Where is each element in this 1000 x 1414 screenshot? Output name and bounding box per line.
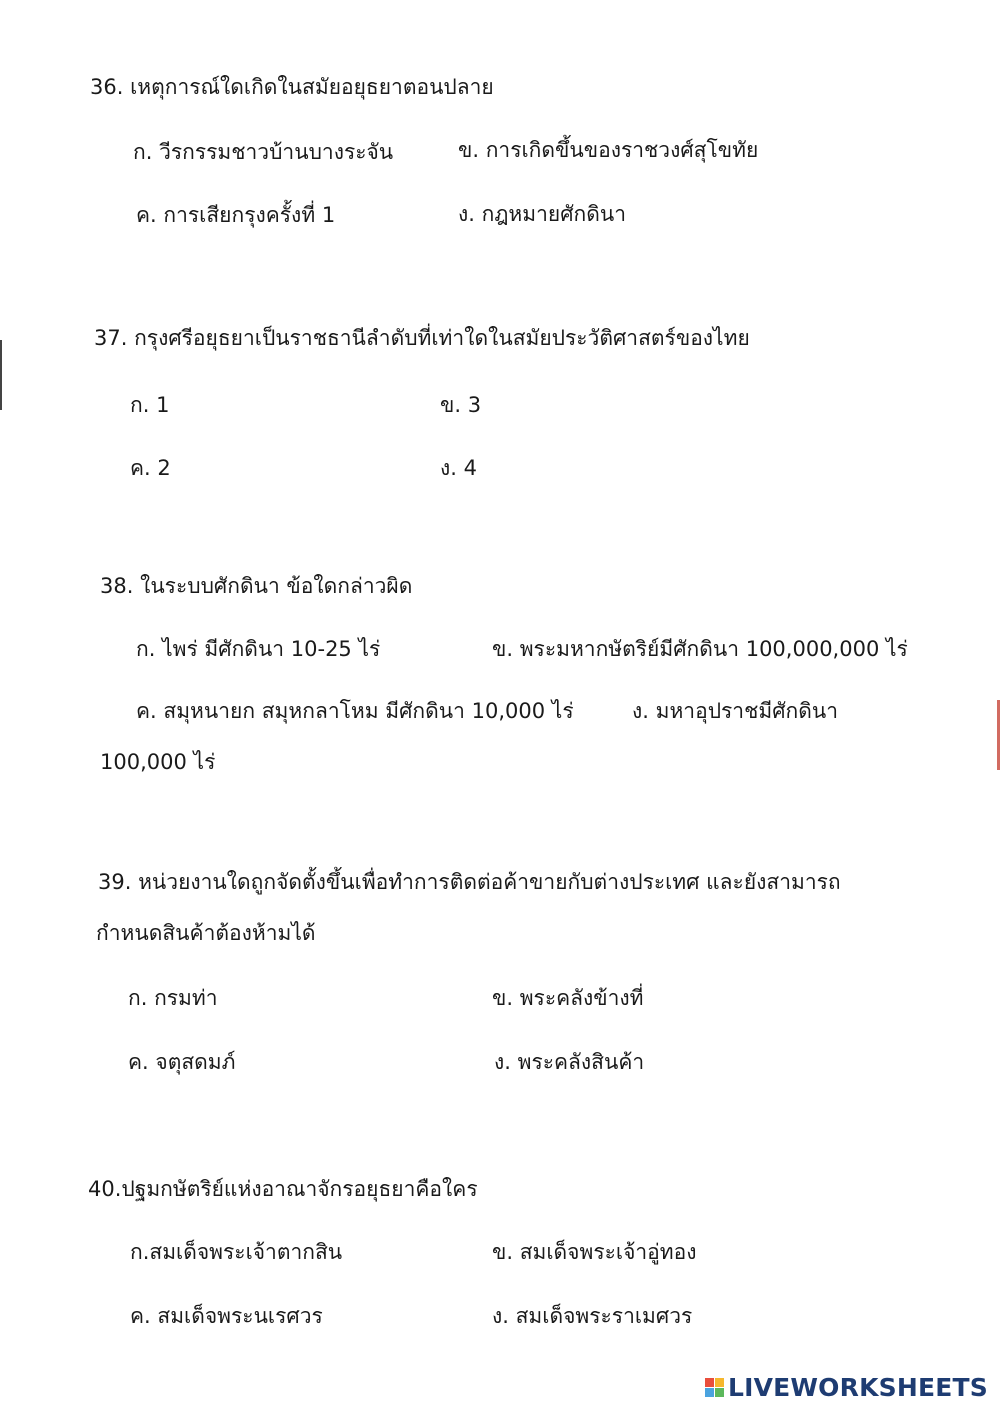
question-40-option-c: ค. สมเด็จพระนเรศวร: [130, 1304, 323, 1328]
question-36-option-a: ก. วีรกรรมชาวบ้านบางระจัน: [133, 140, 394, 164]
question-38-option-d-continued: 100,000 ไร่: [100, 750, 216, 774]
question-39-option-a: ก. กรมท่า: [128, 986, 218, 1010]
liveworksheets-logo[interactable]: [705, 1373, 988, 1402]
question-39-option-c: ค. จตุสดมภ์: [128, 1050, 236, 1074]
question-37-stem: 37. กรุงศรีอยุธยาเป็นราชธานีลำดับที่เท่าใดในสมัยประวัติศาสตร์ของไทย: [94, 326, 750, 350]
question-36-option-c: ค. การเสียกรุงครั้งที่ 1: [136, 203, 336, 227]
scan-edge-mark: [0, 340, 2, 410]
question-40-option-b: ข. สมเด็จพระเจ้าอู่ทอง: [492, 1240, 697, 1264]
question-36-option-d: ง. กฎหมายศักดินา: [458, 202, 627, 226]
question-37-option-b: ข. 3: [440, 393, 482, 417]
question-39-option-d: ง. พระคลังสินค้า: [494, 1050, 645, 1074]
liveworksheets-logo-icon: [705, 1378, 724, 1397]
question-39-stem-line1: 39. หน่วยงานใดถูกจัดตั้งขึ้นเพื่อทำการติดต่อค้าขายกับต่างประเทศ และยังสามารถ: [98, 870, 841, 894]
question-40-stem: 40.ปฐมกษัตริย์แห่งอาณาจักรอยุธยาคือใคร: [88, 1177, 478, 1201]
question-40-option-d: ง. สมเด็จพระราเมศวร: [492, 1304, 693, 1328]
question-39-stem-line2: กำหนดสินค้าต้องห้ามได้: [96, 921, 316, 945]
question-38-option-d: ง. มหาอุปราชมีศักดินา: [632, 699, 839, 723]
question-38-option-b: ข. พระมหากษัตริย์มีศักดินา 100,000,000 ไร่: [492, 637, 908, 661]
question-38-option-c: ค. สมุหนายก สมุหกลาโหม มีศักดินา 10,000 ไร่: [136, 699, 574, 723]
question-40-option-a: ก.สมเด็จพระเจ้าตากสิน: [130, 1240, 343, 1264]
question-36-stem: 36. เหตุการณ์ใดเกิดในสมัยอยุธยาตอนปลาย: [90, 75, 494, 99]
logo-text: LIVEWORKSHEETS: [727, 1373, 988, 1402]
question-37-option-d: ง. 4: [440, 456, 477, 480]
question-37-option-c: ค. 2: [130, 456, 171, 480]
question-39-option-b: ข. พระคลังข้างที่: [492, 986, 644, 1010]
question-38-option-a: ก. ไพร่ มีศักดินา 10-25 ไร่: [136, 637, 381, 661]
question-36-option-b: ข. การเกิดขึ้นของราชวงศ์สุโขทัย: [458, 138, 759, 162]
question-38-stem: 38. ในระบบศักดินา ข้อใดกล่าวผิด: [100, 574, 413, 598]
question-37-option-a: ก. 1: [130, 393, 170, 417]
